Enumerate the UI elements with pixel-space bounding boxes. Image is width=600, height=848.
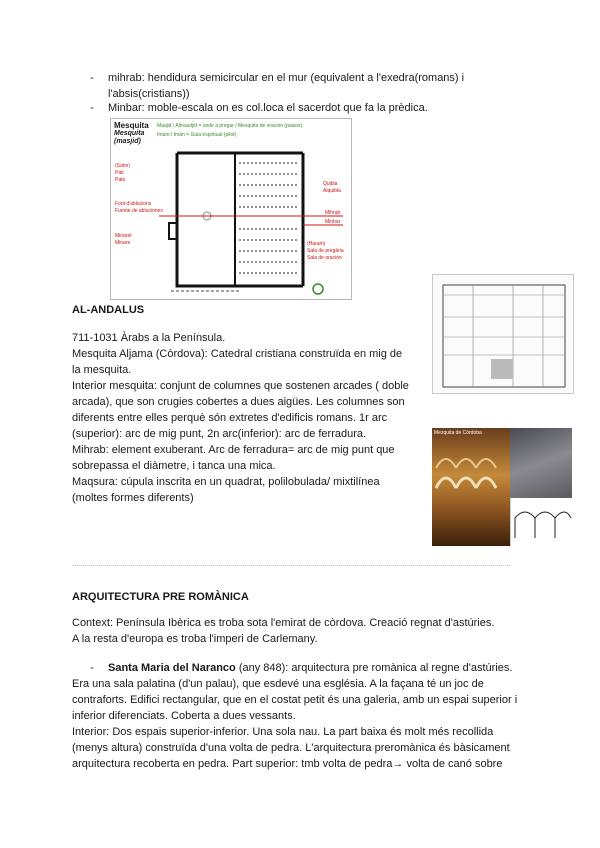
bullet-dash: - [90,72,94,84]
plan-label-fountain: Fuente de abluciones [115,208,163,214]
photo-caption: Mezquita de Córdoba [434,430,482,436]
section-drawing-lines [511,498,572,546]
mosque-plan-figure [110,118,352,300]
bullet-dash: - [90,102,94,114]
naranco-text [72,676,517,772]
bullet-dash: - [90,662,94,674]
bullet-line: mihrab: hendidura semicircular en el mur (equivalent a l'exedra(romans) i [108,72,465,84]
building-name: Santa Maria del Naranco [108,662,236,674]
plan-label-sahn: (Sahn) [115,163,131,169]
text-line: (menys altura) construïda d'una volta de pedra. L'arquitectura preromànica és bàsicament [72,742,510,754]
text-line: (superior): arc de mig punt, 2n arc(inferior): arc de ferradura. [72,428,367,440]
plan-drawing [111,119,351,299]
text-line: Interior: Dos espais superior-inferior. Una sola nau. La part baixa és molt més recollida [72,726,494,738]
text-line: Mesquita Aljama (Còrdova): Catedral cristiana construïda en mig de [72,348,403,360]
text-line: A la resta d'europa es troba l'imperi de Carlemany. [72,633,318,645]
text-line: 711-1031 Àrabs a la Península. [72,332,226,344]
plan-label-minbar: Minbar [325,219,341,225]
section-heading-pre-romanica: ARQUITECTURA PRE ROMÀNICA [72,591,249,603]
mezquita-photo-collage [432,428,572,546]
list-item [90,660,513,676]
text-line: inferior diferenciats. Coberta a dues vessants. [72,710,296,722]
text-line: Maqsura: cúpula inscrita en un quadrat, polilobulada/ mixtilínea [72,476,380,488]
section-drawing [510,498,572,546]
plan-label-mihrab: Mihrab [325,210,341,216]
plan-label-minaret: Minare [115,240,131,246]
plan-label-sahn: Pati [115,170,124,176]
al-andalus-text [72,330,409,506]
bullet-line: l'absis(cristians)) [108,88,190,100]
text-line: arquitectura recoberta en pedra. Part superior: tmb volta de pedra→ volta de canó sobre [72,758,503,770]
plan-label-sahn: Pato [115,177,126,183]
plan-label-haram: Sala de oración [307,255,342,261]
section-divider [72,565,510,566]
text-line: Mihrab: element exuberant. Arc de ferradura= arc de mig punt que [72,444,395,456]
floor-plan-drawing [433,275,573,393]
text-line: Interior mesquita: conjunt de columnes que sostenen arcades ( doble [72,380,409,392]
bullet-text: (any 848): arquitectura pre romànica al regne d'astúries. [235,662,513,674]
arches-drawing [432,428,510,546]
bullet-line: Minbar: moble-escala on es col.loca el sacerdot que fa la prèdica. [108,102,428,114]
plan-header: Masjid / Almasdjid = onde a pregar / Mesquita de oración (paisos) [157,123,303,129]
mosque-plan-thumbnail [432,274,574,394]
text-line: diferents entre elles perquè són extretes d'edificis romans. 1r arc [72,412,388,424]
plan-label-minaret: Minaret [115,233,132,239]
section-heading-al-andalus: AL-ANDALUS [72,304,145,316]
plan-title: Mesquita [114,121,149,130]
text-line: contraforts. Edifici rectangular, que en el costat petit és una galeria, amb un espai superior i [72,694,518,706]
plan-label-haram: Sala de pregària [307,248,344,254]
text-line: Era una sala palatina (d'un palau), que esdevé una església. A la façana té un joc de [72,678,484,690]
text-line: sobrepassa el diàmetre, i tanca una mica. [72,460,276,472]
aerial-photo [510,428,572,498]
plan-title-alt: Mesquita [114,130,145,137]
text-line: arcada), que son crugies cobertes a dues aigües. Les columnes son [72,396,405,408]
text-line: (moltes formes diferents) [72,492,194,504]
plan-title-transliteration: (masjid) [114,138,141,145]
text-line: Context: Península Ibèrica es troba sota l'emirat de còrdova. Creació regnat d'astúries. [72,617,495,629]
plan-label-qibla: Quibla [323,181,338,187]
plan-label-fountain: Font d'ablucions [115,201,152,207]
plan-label-qibla: Alquibla [323,188,341,194]
plan-label-haram: (Haram) [307,241,326,247]
plan-header: Imam / Imàn = Guia espiritual (pilot) [157,132,237,138]
text-line: la mesquita. [72,364,132,376]
context-text [72,615,494,647]
